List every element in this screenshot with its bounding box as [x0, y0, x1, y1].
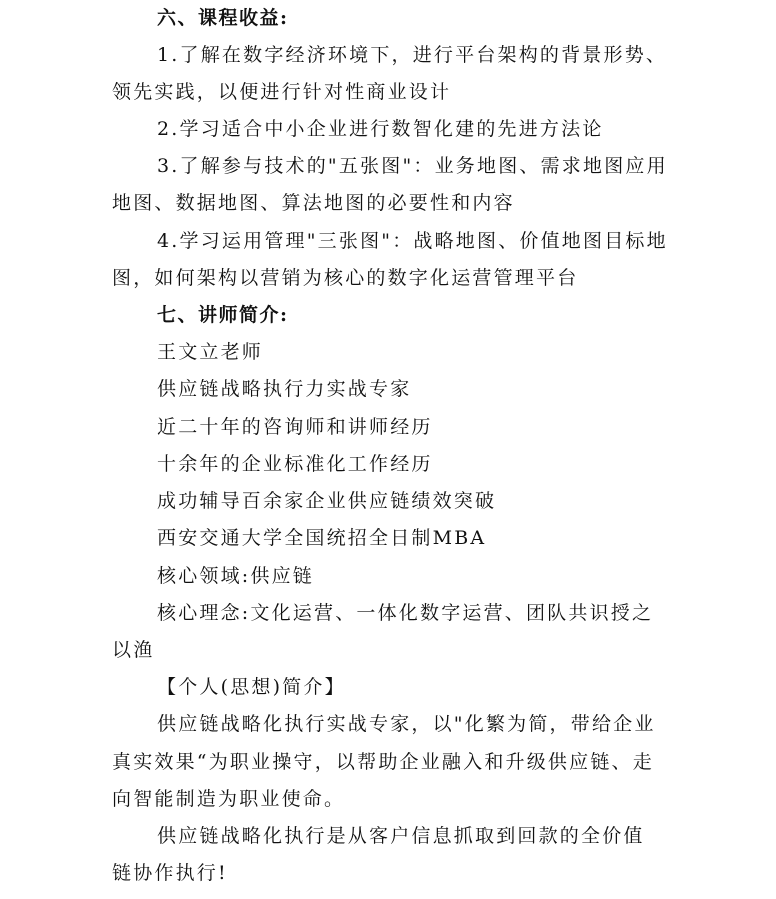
- profile-heading: 【个人(思想)简介】: [157, 676, 346, 698]
- instructor-philosophy-line-1: 核心理念:文化运营、一体化数字运营、团队共识授之: [157, 602, 654, 624]
- profile-paragraph-1-line-2: 真实效果“为职业操守，以帮助企业融入和升级供应链、走: [112, 751, 654, 773]
- benefit-1-line-2: 领先实践，以便进行针对性商业设计: [112, 81, 452, 103]
- instructor-experience-1: 近二十年的咨询师和讲师经历: [157, 416, 433, 438]
- benefit-3-line-2: 地图、数据地图、算法地图的必要性和内容: [112, 192, 515, 214]
- benefit-1-line-1: 1.了解在数字经济环境下，进行平台架构的背景形势、: [157, 44, 668, 66]
- instructor-title: 供应链战略执行力实战专家: [157, 378, 412, 400]
- benefit-3-line-1: 3.了解参与技术的"五张图"：业务地图、需求地图应用: [157, 155, 668, 177]
- instructor-philosophy-line-2: 以渔: [112, 639, 155, 661]
- profile-paragraph-1-line-1: 供应链战略化执行实战专家，以"化繁为简，带给企业: [157, 713, 656, 735]
- profile-paragraph-2-line-1: 供应链战略化执行是从客户信息抓取到回款的全价值: [157, 825, 645, 847]
- section-6-heading: 六、课程收益:: [157, 7, 289, 29]
- profile-paragraph-1-line-3: 向智能制造为职业使命。: [112, 788, 346, 810]
- profile-paragraph-2-line-2: 链协作执行!: [112, 862, 228, 884]
- instructor-name: 王文立老师: [157, 341, 264, 363]
- instructor-domain: 核心领域:供应链: [157, 565, 315, 587]
- instructor-experience-2: 十余年的企业标准化工作经历: [157, 453, 433, 475]
- benefit-4-line-2: 图，如何架构以营销为核心的数字化运营管理平台: [112, 267, 579, 289]
- section-7-heading: 七、讲师简介:: [157, 304, 289, 326]
- instructor-education: 西安交通大学全国统招全日制MBA: [157, 527, 487, 549]
- benefit-2: 2.学习适合中小企业进行数智化建的先进方法论: [157, 118, 604, 140]
- instructor-experience-3: 成功辅导百余家企业供应链绩效突破: [157, 490, 497, 512]
- benefit-4-line-1: 4.学习运用管理"三张图"：战略地图、价值地图目标地: [157, 230, 668, 252]
